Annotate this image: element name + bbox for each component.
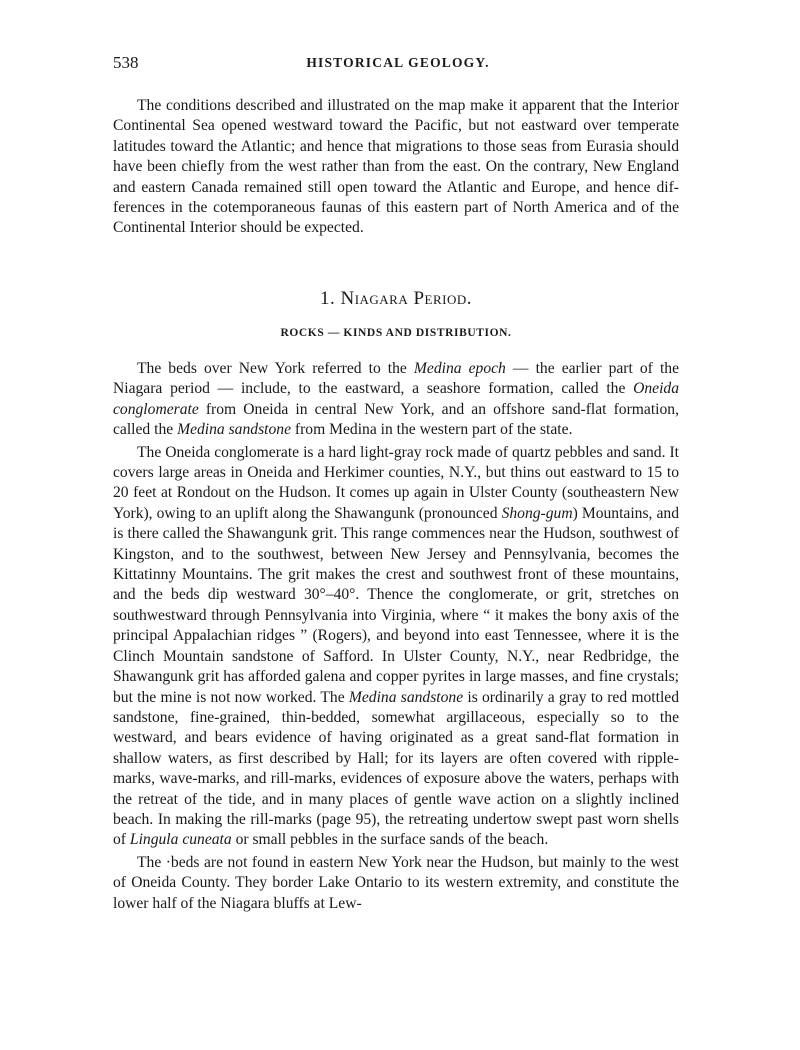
page-header bbox=[113, 53, 683, 77]
italic-term: Shong-gum bbox=[501, 504, 573, 522]
text-run: is ordinarily a gray to red mottled sandstone, fine-grained, thin-bedded, somewhat argillaceous, especially so to the westward, and bears evidence of having originated as a great sand-flat formation in shallow waters, as first described by Hall; for its layers are often covered with ripple-marks, wave-marks, and rill-marks, evidences of exposure above the waters, perhaps with the retreat of the tide, and in many places of gentle wave action on a slightly inclined beach. In making the rill-marks (page 95), the retreating undertow swept past worn shells of bbox=[113, 688, 679, 849]
italic-term: Medina sandstone bbox=[177, 421, 291, 439]
section-title bbox=[113, 288, 679, 310]
italic-term: Oneida conglomerate bbox=[113, 380, 679, 418]
subsection-title: ROCKS — KINDS AND DISTRIBUTION. bbox=[280, 327, 512, 339]
intro-paragraph: The conditions described and illustrated on the map make it apparent that the Interior Continental Sea opened westward toward the Pacific, but not eastward over temperate latitudes toward the Atlantic; and hence that migrations to those seas from Eurasia should have been chiefly from the west rather than from the east. On the contrary, New England and eastern Canada remained still open toward the Atlantic and Europe, and hence differences in the cotemporaneous faunas of this eastern part of North America and of the Continental Interior should be expected. bbox=[113, 97, 679, 237]
italic-term: Lingula cuneata bbox=[129, 831, 232, 849]
italic-term: Medina sandstone bbox=[348, 688, 464, 706]
text-run: or small pebbles in the surface sands of the beach. bbox=[231, 831, 549, 849]
text-run: ) Mountains, and is there called the Shawangunk grit. This range commences near the Hudson, southwest of Kingston, and to the southwest, between New Jersey and Pennsylvania, becomes the Kittatinny Mountains. The grit makes the crest and southwest front of these mountains, and the beds dip westward 30°–40°. Thence the conglomerate, or grit, stretches on southwestward through Pennsylvania into Virginia, where “ it makes the bony axis of the principal Appalachian ridges ” (Rogers), and beyond into east Tennessee, where it is the Clinch Mountain sandstone of Safford. In Ulster County, N.Y., near Redbridge, the Shawangunk grit has afforded galena and copper pyrites in large masses, and fine crystals; but the mine is not now worked. The bbox=[113, 504, 679, 706]
italic-term: Medina epoch bbox=[413, 360, 506, 377]
text-run: from Oneida in central New York, and an offshore sand-flat formation, called the bbox=[113, 400, 679, 439]
running-head: HISTORICAL GEOLOGY. bbox=[306, 55, 490, 70]
section-name: Niagara Period. bbox=[340, 288, 473, 309]
text-run: from Medina in the western part of the state. bbox=[291, 421, 573, 439]
text-run: The Oneida conglomerate is a hard light-gray rock made of quartz pebbles and sand. It covers large areas in Oneida and Herkimer counties, N.Y., but thins out eastward to 15 to 20 feet at Rondout on the Hudson. It comes up again in Ulster County (southeastern New York), owing to an uplift along the Shawangunk (pronounced bbox=[113, 443, 679, 522]
page-number: 538 bbox=[113, 53, 139, 72]
paragraph-beds-distribution: The ·beds are not found in eastern New York near the Hudson, but mainly to the west of Oneida County. They border Lake Ontario to its western extremity, and constitute the lower half of the Niagara bluffs at Lew- bbox=[113, 853, 679, 912]
paragraph-oneida-conglomerate bbox=[113, 443, 679, 851]
intro-section bbox=[113, 96, 679, 239]
text-run: The beds over New York referred to the bbox=[137, 360, 414, 377]
section-number: 1. bbox=[319, 288, 336, 309]
main-text bbox=[113, 359, 679, 916]
text-run: — the earlier part of the Niagara period — include, to the eastward, a seashore formation, called the bbox=[113, 360, 679, 398]
paragraph-medina-epoch bbox=[113, 359, 679, 441]
